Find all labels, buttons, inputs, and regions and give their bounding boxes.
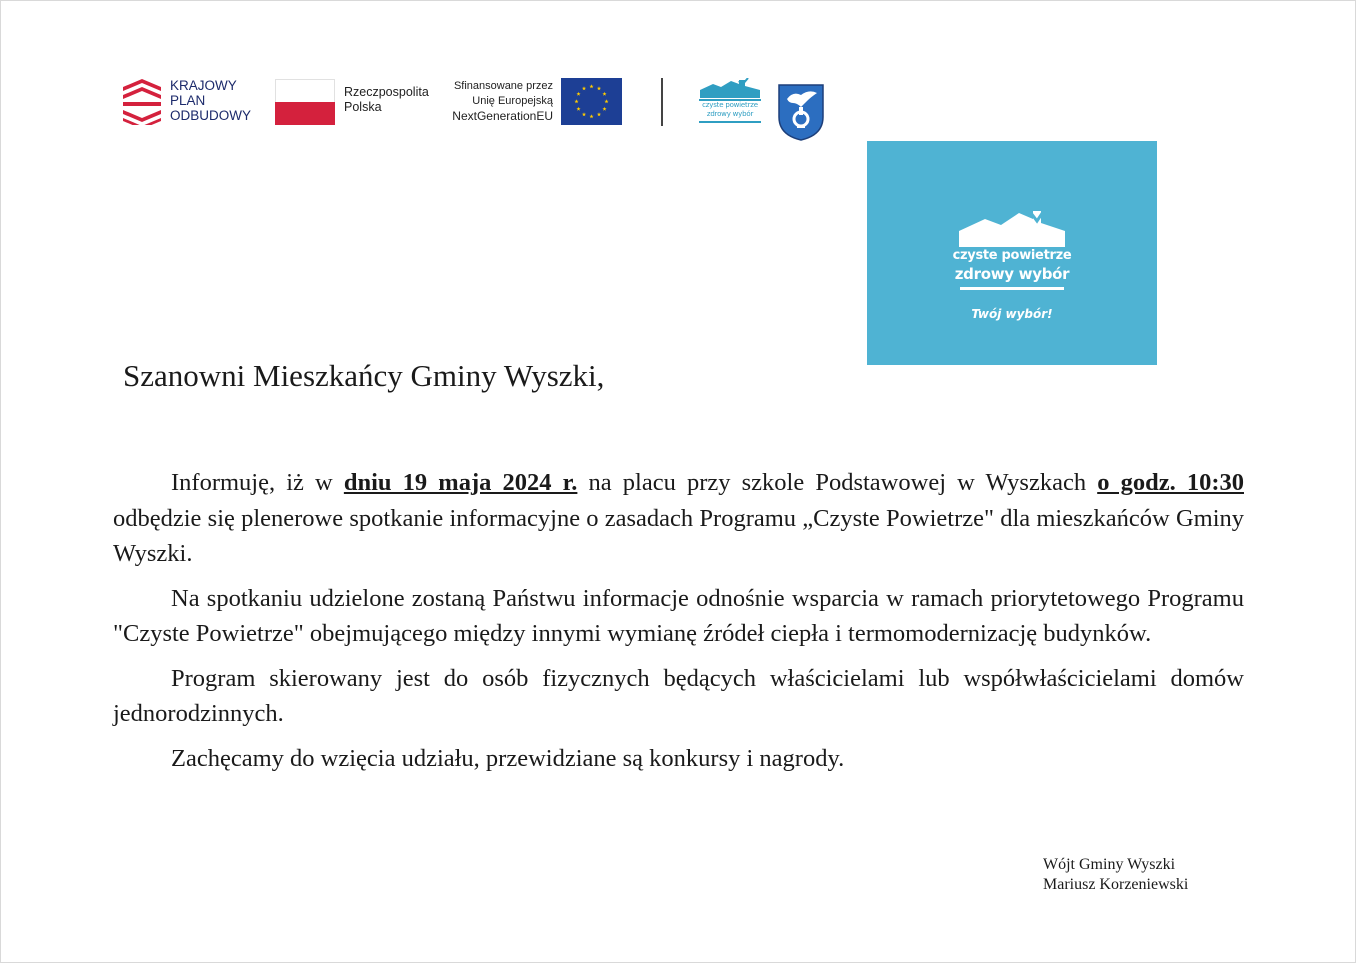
kpo-text [170,78,251,123]
cp-small-line2: zdrowy wybór [706,110,754,118]
announcement-body [113,465,1244,785]
cp-small-line1: czyste powietrze [702,101,758,109]
paragraph-4: Zachęcamy do wzięcia udziału, przewidziane są konkursy i nagrody. [171,744,845,772]
signature-title: Wójt Gminy Wyszki [1043,856,1176,873]
meeting-time: o godz. 10:30 [1097,469,1244,496]
house-roof-icon [957,209,1067,249]
kpo-line1: KRAJOWY [170,78,237,93]
cp-big-tagline: Twój wybór! [971,307,1053,321]
logo-divider [661,78,663,126]
eu-line3: NextGenerationEU [452,109,553,123]
meeting-date: dniu 19 maja 2024 r. [343,469,578,496]
paragraph-3: Program skierowany jest do osób fizycznych będących właścicielami lub współwłaścicielami domów jednorodzinnych. [113,664,1244,727]
greeting-heading: Szanowni Mieszkańcy Gminy Wyszki, [123,358,605,393]
paragraph-1: Informuję, iż w dniu 19 maja 2024 r. na placu przy szkole Podstawowej w Wyszkach o godz. 10:30 odbędzie się plenerowe spotkanie informacyjne o zasadach Programu „Czyste Powietrze" dla mieszkańców Gminy Wyszki. [113,469,1244,567]
poland-line1: Rzeczpospolita [344,85,429,99]
paragraph-2: Na spotkaniu udzielone zostaną Państwu informacje odnośnie wsparcia w ramach priorytetowego Programu "Czyste Powietrze" obejmującego między innymi wymianę źródeł ciepła i termomodernizację budynków. [113,584,1244,647]
house-check-icon [699,78,761,102]
poland-line2: Polska [344,100,382,114]
eu-funding-text [435,79,553,124]
logo-strip [113,67,829,139]
eu-line2: Unię Europejską [472,95,553,107]
signature-block [1043,855,1188,895]
eu-flag-icon [561,78,622,125]
kpo-logo [123,77,263,127]
cp-small-text [699,101,761,119]
czyste-powietrze-small-logo [699,78,761,128]
signature-name: Mariusz Korzeniewski [1043,876,1189,893]
cp-big-line1: czyste powietrze [952,248,1072,263]
kpo-line3: ODBUDOWY [170,108,251,123]
cp-big-line2: zdrowy wybór [954,265,1070,283]
czyste-powietrze-logo [867,141,1157,365]
coat-of-arms-icon [777,83,825,141]
cp-big-underline [960,287,1064,290]
kpo-mark-icon [123,77,161,125]
kpo-line2: PLAN [170,93,206,108]
poland-text [344,85,429,115]
poland-flag-icon [275,79,335,125]
eu-line1: Sfinansowane przez [453,80,553,92]
